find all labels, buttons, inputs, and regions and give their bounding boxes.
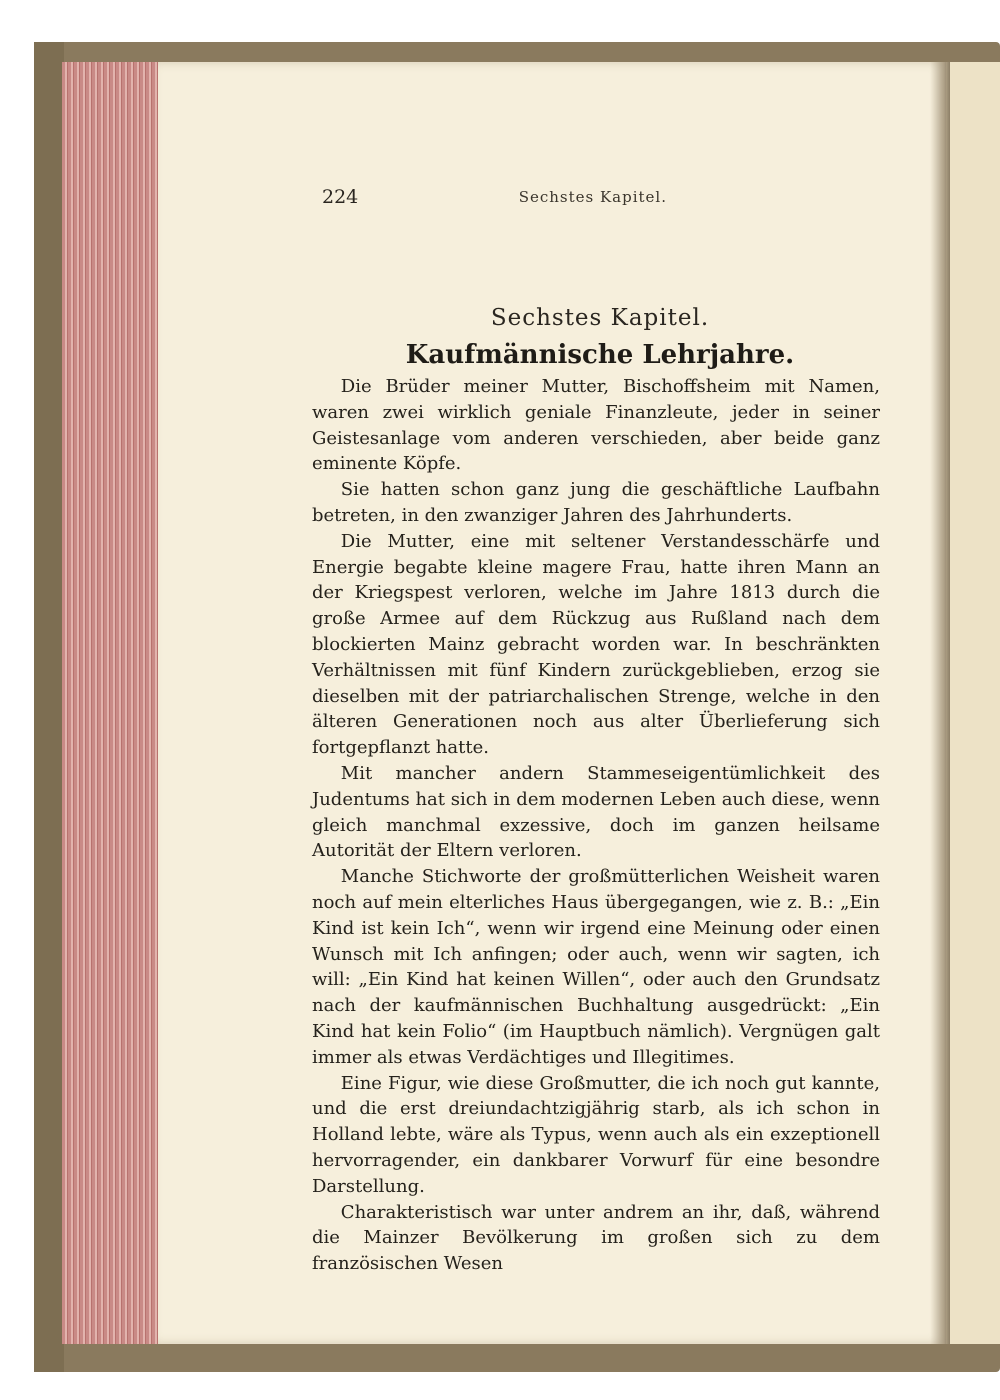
running-title: Sechstes Kapitel.	[518, 188, 667, 206]
paragraph: Die Brüder meiner Mutter, Bischoffsheim mit Namen, waren zwei wirklich geniale Finanzleute, jeder in seiner Geistesanlage vom anderen verschieden, aber beide ganz eminente Köpfe.	[312, 376, 880, 475]
paragraph: Eine Figur, wie diese Großmutter, die ich noch gut kannte, und die erst dreiundachtzigjährig starb, als ich schon in Holland lebte, wäre als Typus, wenn auch als ein exzeptionell hervorragender, ein dankbarer Vorwurf für eine besondre Darstellung.	[312, 1072, 880, 1197]
paragraph: Charakteristisch war unter andrem an ihr, daß, während die Mainzer Bevölkerung im großen sich zu dem französischen Wesen	[312, 1201, 880, 1275]
cover-edge	[34, 42, 64, 1372]
chapter-title: Sechstes Kapitel.	[490, 305, 710, 331]
facing-page	[946, 62, 1000, 1344]
chapter-subtitle: Kaufmännische Lehrjahre.	[405, 340, 795, 370]
paragraph: Mit mancher andern Stammeseigentümlichkeit des Judentums hat sich in dem modernen Leben auch diese, wenn gleich manchmal exzessive, doch im ganzen heilsame Autorität der Eltern verloren.	[312, 762, 880, 862]
page-edges-stack	[62, 62, 162, 1344]
page-number: 224	[322, 186, 359, 208]
paragraph: Die Mutter, eine mit seltener Verstandesschärfe und Energie begabte kleine magere Frau, hatte ihren Mann an der Kriegspest verloren, welche im Jahre 1813 durch die große Armee auf dem Rückzug aus Rußland nach dem blockierten Mainz gebracht worden war. In beschränkten Verhältnissen mit fünf Kindern zurückgeblieben, erzog sie dieselben mit der patriarchalischen Strenge, welche in den älteren Generationen noch aus alter Überlieferung sich fortgepflanzt hatte.	[312, 530, 880, 759]
paragraph: Sie hatten schon ganz jung die geschäftliche Laufbahn betreten, in den zwanziger Jahren des Jahrhunderts.	[312, 479, 880, 526]
paragraph: Manche Stichworte der großmütterlichen Weisheit waren noch auf mein elterliches Haus übergegangen, wie z. B.: „Ein Kind ist kein Ich“, wenn wir irgend eine Meinung oder einen Wunsch mit Ich anfingen; oder auch, wenn wir sagten, ich will: „Ein Kind hat keinen Willen“, oder auch den Grundsatz nach der kaufmännischen Buchhaltung ausgedrückt: „Ein Kind hat kein Folio“ (im Hauptbuch nämlich). Vergnügen galt immer als etwas Verdächtiges und Illegitimes.	[312, 866, 880, 1068]
body-text	[312, 374, 880, 1277]
running-head	[322, 186, 667, 216]
page-gutter-shadow	[930, 62, 950, 1344]
